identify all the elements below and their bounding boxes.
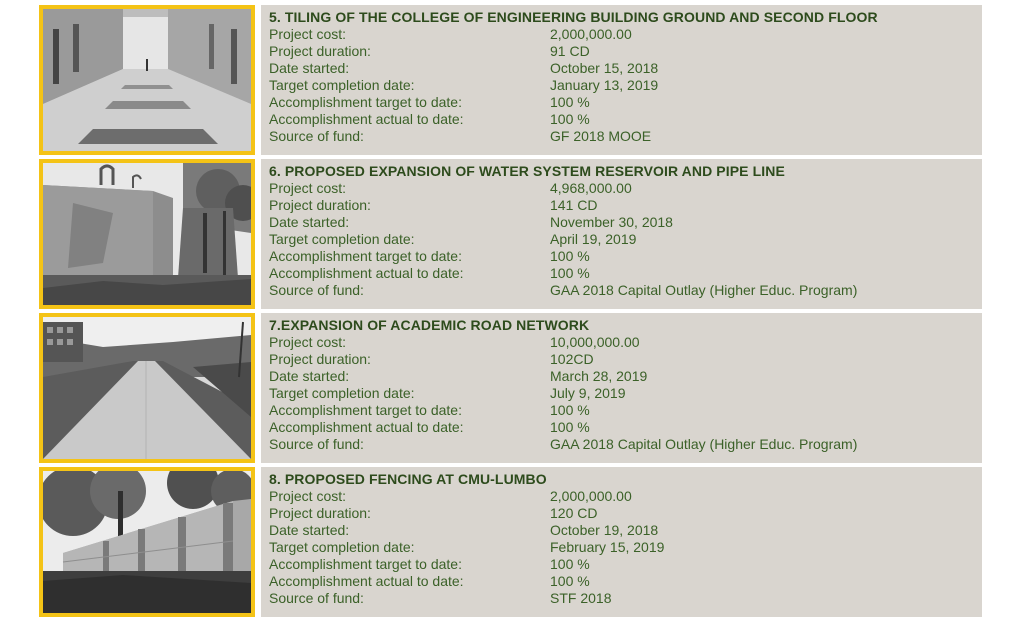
project-card — [39, 313, 982, 463]
fence-photo — [39, 467, 255, 617]
project-duration-label: Project duration: — [269, 43, 371, 59]
source-of-fund-value: GAA 2018 Capital Outlay (Higher Educ. Program) — [550, 282, 858, 298]
project-cost-value: 2,000,000.00 — [550, 26, 632, 42]
accomplishment-target-label: Accomplishment target to date: — [269, 248, 462, 264]
target-completion-value: April 19, 2019 — [550, 231, 637, 247]
target-completion-value: January 13, 2019 — [550, 77, 659, 93]
project-duration-value: 91 CD — [550, 43, 590, 59]
project-cost-label: Project cost: — [269, 334, 347, 350]
accomplishment-actual-value: 100 % — [550, 265, 590, 281]
source-of-fund-label: Source of fund: — [269, 128, 364, 144]
accomplishment-target-value: 100 % — [550, 94, 590, 110]
accomplishment-actual-label: Accomplishment actual to date: — [269, 573, 464, 589]
source-of-fund-label: Source of fund: — [269, 436, 364, 452]
project-title: 8. PROPOSED FENCING AT CMU-LUMBO — [269, 471, 547, 487]
project-card — [39, 5, 982, 155]
accomplishment-actual-value: 100 % — [550, 419, 590, 435]
project-duration-value: 120 CD — [550, 505, 598, 521]
project-cost-value: 2,000,000.00 — [550, 488, 632, 504]
source-of-fund-value: GAA 2018 Capital Outlay (Higher Educ. Program) — [550, 436, 858, 452]
source-of-fund-label: Source of fund: — [269, 282, 364, 298]
date-started-label: Date started: — [269, 522, 350, 538]
date-started-value: October 15, 2018 — [550, 60, 659, 76]
date-started-value: March 28, 2019 — [550, 368, 648, 384]
accomplishment-target-value: 100 % — [550, 402, 590, 418]
accomplishment-target-label: Accomplishment target to date: — [269, 402, 462, 418]
project-details — [261, 467, 982, 617]
target-completion-label: Target completion date: — [269, 385, 415, 401]
accomplishment-actual-label: Accomplishment actual to date: — [269, 111, 464, 127]
reservoir-photo — [39, 159, 255, 309]
date-started-label: Date started: — [269, 214, 350, 230]
source-of-fund-value: GF 2018 MOOE — [550, 128, 652, 144]
project-cost-label: Project cost: — [269, 488, 347, 504]
project-cost-value: 10,000,000.00 — [550, 334, 640, 350]
project-duration-label: Project duration: — [269, 505, 371, 521]
accomplishment-actual-label: Accomplishment actual to date: — [269, 419, 464, 435]
accomplishment-actual-value: 100 % — [550, 111, 590, 127]
project-details — [261, 5, 982, 155]
project-duration-label: Project duration: — [269, 351, 371, 367]
project-title: 7.EXPANSION OF ACADEMIC ROAD NETWORK — [269, 317, 590, 333]
road-photo — [39, 313, 255, 463]
hallway-photo — [39, 5, 255, 155]
project-card — [39, 467, 982, 617]
project-cost-label: Project cost: — [269, 180, 347, 196]
date-started-label: Date started: — [269, 368, 350, 384]
source-of-fund-value: STF 2018 — [550, 590, 612, 606]
project-details — [261, 313, 982, 463]
accomplishment-target-label: Accomplishment target to date: — [269, 556, 462, 572]
accomplishment-target-label: Accomplishment target to date: — [269, 94, 462, 110]
project-title: 6. PROPOSED EXPANSION OF WATER SYSTEM RESERVOIR AND PIPE LINE — [269, 163, 785, 179]
source-of-fund-label: Source of fund: — [269, 590, 364, 606]
accomplishment-target-value: 100 % — [550, 556, 590, 572]
target-completion-label: Target completion date: — [269, 77, 415, 93]
project-title: 5. TILING OF THE COLLEGE OF ENGINEERING BUILDING GROUND AND SECOND FLOOR — [269, 9, 878, 25]
accomplishment-actual-label: Accomplishment actual to date: — [269, 265, 464, 281]
target-completion-label: Target completion date: — [269, 539, 415, 555]
project-duration-value: 102CD — [550, 351, 594, 367]
project-duration-label: Project duration: — [269, 197, 371, 213]
date-started-value: November 30, 2018 — [550, 214, 673, 230]
target-completion-label: Target completion date: — [269, 231, 415, 247]
project-cost-value: 4,968,000.00 — [550, 180, 632, 196]
accomplishment-actual-value: 100 % — [550, 573, 590, 589]
date-started-value: October 19, 2018 — [550, 522, 659, 538]
project-details — [261, 159, 982, 309]
target-completion-value: July 9, 2019 — [550, 385, 626, 401]
project-duration-value: 141 CD — [550, 197, 598, 213]
project-cost-label: Project cost: — [269, 26, 347, 42]
project-card — [39, 159, 982, 309]
accomplishment-target-value: 100 % — [550, 248, 590, 264]
target-completion-value: February 15, 2019 — [550, 539, 665, 555]
date-started-label: Date started: — [269, 60, 350, 76]
